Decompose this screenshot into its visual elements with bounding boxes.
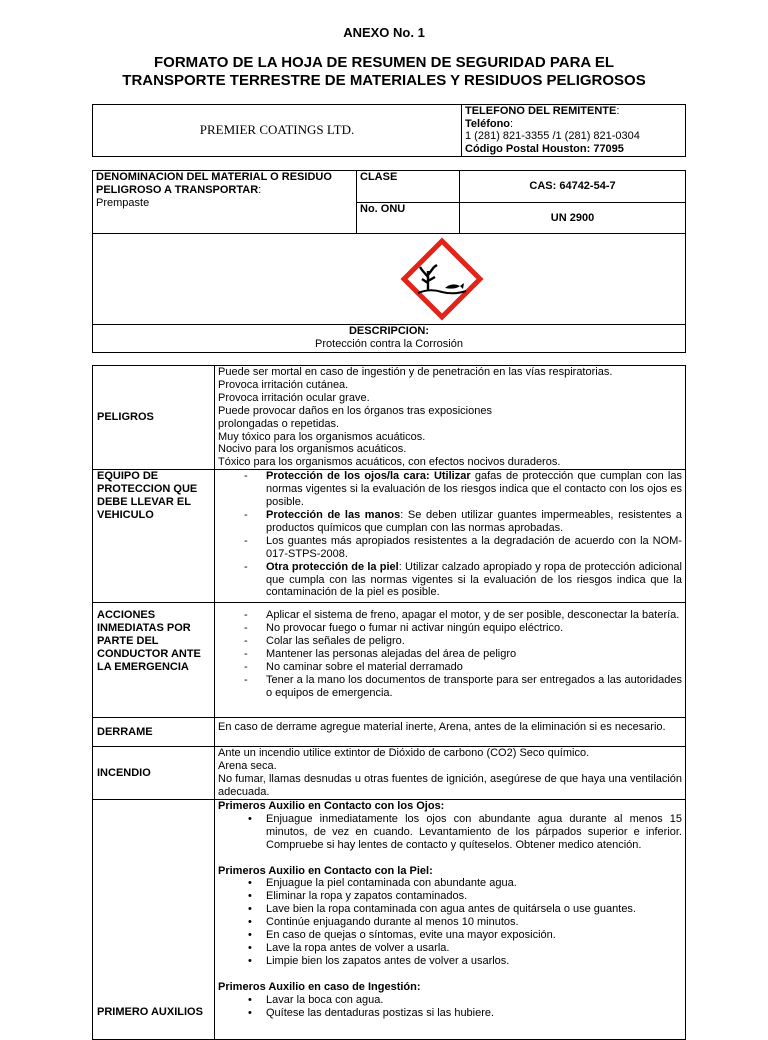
- acciones-label: ACCIONES INMEDIATAS POR PARTE DEL CONDUCTOR ANTE LA EMERGENCIA: [93, 603, 215, 718]
- material-label-line2: PELIGROSO A TRANSPORTAR:: [96, 183, 262, 196]
- peligros-content: [215, 366, 686, 470]
- list-item: - Protección de las manos: Se deben utilizar guantes impermeables, resistentes a productos químicos que cumplan con las normas aprobadas.: [218, 509, 682, 535]
- peligros-line: prolongadas o repetidas.: [218, 417, 340, 430]
- eyes-title: Primeros Auxilio en Contacto con los Ojos:: [218, 799, 445, 812]
- company-name: PREMIER COATINGS LTD.: [93, 105, 462, 157]
- incendio-label: INCENDIO: [93, 747, 215, 800]
- peligros-line: Tóxico para los organismos acuáticos, con efectos nocivos duraderos.: [218, 456, 561, 469]
- peligros-line: Muy tóxico para los organismos acuáticos.: [218, 430, 426, 443]
- equipo-label: EQUIPO DE PROTECCION QUE DEBE LLEVAR EL VEHICULO: [93, 470, 215, 603]
- phone-title: TELEFONO DEL REMITENTE:: [465, 105, 620, 117]
- primeros-label: PRIMERO AUXILIOS: [93, 799, 215, 1039]
- document-title-line2: TRANSPORTE TERRESTRE DE MATERIALES Y RESIDUOS PELIGROSOS: [122, 72, 646, 89]
- un-number: UN 2900: [460, 203, 686, 234]
- annex-title: ANEXO No. 1: [343, 25, 425, 40]
- document-title: [0, 54, 768, 90]
- list-item: • Quítese las dentaduras postizas si las hubiere.: [218, 1007, 682, 1020]
- list-item: • Lave la ropa antes de volver a usarla.: [218, 942, 682, 955]
- list-item: - Protección de los ojos/la cara: Utilizar gafas de protección que cumplan con las normas vigentes si la evaluación de los riesgos indica que el contacto con los ojos es posible.: [218, 470, 682, 509]
- phone-numbers: 1 (281) 821-3355 /1 (281) 821-0304: [465, 130, 640, 142]
- cas-number: CAS: 64742-54-7: [460, 171, 686, 203]
- description-text: Protección contra la Corrosión: [315, 337, 463, 350]
- list-item: - Mantener las personas alejadas del área de peligro: [218, 648, 682, 661]
- derrame-content: En caso de derrame agregue material inerte, Arena, antes de la eliminación si es necesario.: [215, 718, 686, 747]
- derrame-label: DERRAME: [93, 718, 215, 747]
- description-label: DESCRIPCION:: [348, 325, 430, 337]
- peligros-label: PELIGROS: [93, 366, 215, 470]
- list-item: • Enjuague inmediatamente los ojos con abundante agua durante al menos 15 minutos, de vez en cuando. Levantamiento de los párpados superior e inferior. Compruebe si hay lentes de contacto y quíteselos. Obtener medico atención.: [218, 813, 682, 852]
- un-label: No. ONU: [357, 203, 460, 234]
- pictogram-cell: [93, 234, 686, 325]
- material-label-line1: DENOMINACION DEL MATERIAL O RESIDUO: [96, 171, 332, 183]
- incendio-line: No fumar, llamas desnudas u otras fuentes de ignición, asegúrese de que haya una ventilación adecuada.: [218, 773, 682, 798]
- sender-phone-cell: [462, 105, 686, 157]
- peligros-line: Puede ser mortal en caso de ingestión y de penetración en las vías respiratorias.: [218, 366, 613, 378]
- list-item: - No caminar sobre el material derramado: [218, 661, 682, 674]
- list-item: - Aplicar el sistema de freno, apagar el motor, y de ser posible, desconectar la batería.: [218, 609, 682, 622]
- list-item: • Limpie bien los zapatos antes de volver a usarlos.: [218, 955, 682, 968]
- class-label: CLASE: [357, 171, 460, 203]
- skin-title: Primeros Auxilio en Contacto con la Piel:: [218, 864, 433, 877]
- safety-table: [92, 365, 686, 1040]
- sender-table: [92, 104, 686, 157]
- equipo-content: [215, 470, 686, 603]
- material-label-cell: [93, 171, 357, 234]
- environment-hazard-icon: [400, 237, 484, 321]
- list-item: • En caso de quejas o síntomas, evite una mayor exposición.: [218, 929, 682, 942]
- peligros-line: Nocivo para los organismos acuáticos.: [218, 443, 407, 456]
- list-item: • Lave bien la ropa contaminada con agua antes de quitársela o use guantes.: [218, 903, 682, 916]
- ingest-title: Primeros Auxilio en caso de Ingestión:: [218, 980, 421, 993]
- phone-label: Teléfono:: [465, 117, 514, 130]
- description-cell: [93, 325, 686, 353]
- list-item: - Otra protección de la piel: Utilizar calzado apropiado y ropa de protección adicional que cumpla con las normas vigentes si la evaluación de los riesgos indica que la contaminación de la piel es posible.: [218, 561, 682, 600]
- list-item: - Colar las señales de peligro.: [218, 635, 682, 648]
- primeros-content: [215, 799, 686, 1039]
- peligros-line: Provoca irritación cutánea.: [218, 378, 349, 391]
- peligros-line: Puede provocar daños en los órganos tras exposiciones: [218, 404, 492, 417]
- material-table: [92, 170, 686, 353]
- list-item: - No provocar fuego o fumar ni activar ningún equipo eléctrico.: [218, 622, 682, 635]
- material-name: Prempaste: [96, 196, 150, 209]
- incendio-line: Arena seca.: [218, 760, 277, 773]
- acciones-content: [215, 603, 686, 718]
- incendio-line: Ante un incendio utilice extintor de Dióxido de carbono (CO2) Seco químico.: [218, 747, 590, 760]
- document-title-line1: FORMATO DE LA HOJA DE RESUMEN DE SEGURIDAD PARA EL: [153, 54, 615, 71]
- list-item: • Continúe enjuagando durante al menos 10 minutos.: [218, 916, 682, 929]
- postal-code: Código Postal Houston: 77095: [465, 142, 624, 155]
- list-item: • Lavar la boca con agua.: [218, 994, 682, 1007]
- list-item: • Enjuague la piel contaminada con abundante agua.: [218, 877, 682, 890]
- list-item: - Los guantes más apropiados resistentes a la degradación de acuerdo con la NOM-017-STPS-2008.: [218, 535, 682, 561]
- list-item: • Eliminar la ropa y zapatos contaminados.: [218, 890, 682, 903]
- peligros-line: Provoca irritación ocular grave.: [218, 391, 370, 404]
- incendio-content: [215, 747, 686, 800]
- list-item: - Tener a la mano los documentos de transporte para ser entregados a las autoridades o equipos de emergencia.: [218, 674, 682, 700]
